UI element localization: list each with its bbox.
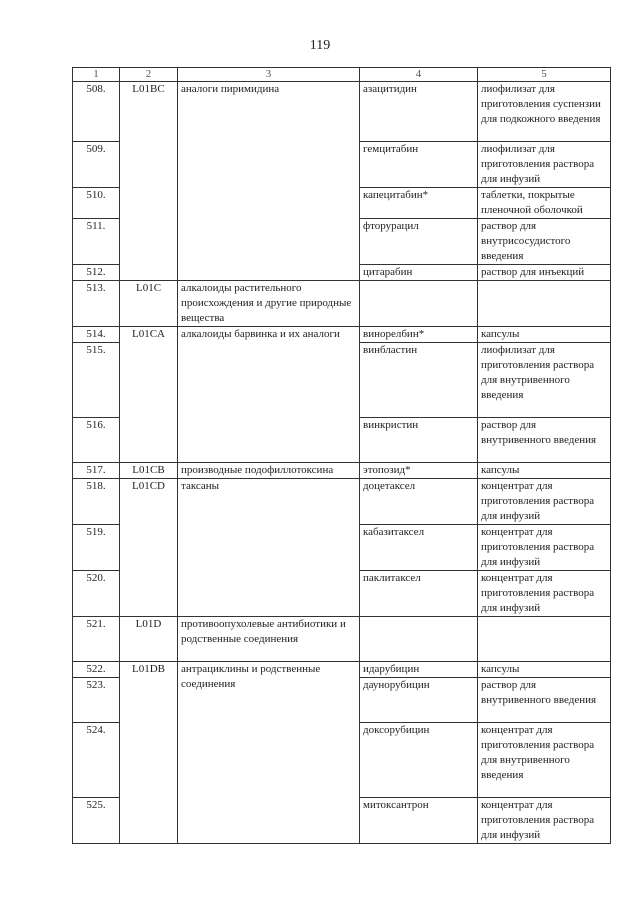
row-number: 518. <box>73 479 120 525</box>
drug-name: винорелбин* <box>360 327 478 343</box>
atc-code: L01CA <box>120 327 178 463</box>
row-number: 515. <box>73 343 120 418</box>
atc-code: L01DB <box>120 662 178 844</box>
drug-name: этопозид* <box>360 463 478 479</box>
table-row <box>73 463 611 479</box>
table-row <box>73 327 611 343</box>
drug-name <box>360 281 478 327</box>
dosage-form: концентрат для приготовления раствора для инфузий <box>478 571 611 617</box>
table-row <box>73 281 611 327</box>
dosage-form: лиофилизат для приготовления раствора для инфузий <box>478 142 611 188</box>
drug-name: винбластин <box>360 343 478 418</box>
header-cell-4: 4 <box>360 68 478 82</box>
atc-code: L01CD <box>120 479 178 617</box>
row-number: 517. <box>73 463 120 479</box>
row-number: 510. <box>73 188 120 219</box>
drug-name: гемцитабин <box>360 142 478 188</box>
dosage-form: капсулы <box>478 662 611 678</box>
header-cell-2: 2 <box>120 68 178 82</box>
dosage-form: раствор для внутривенного введения <box>478 678 611 723</box>
atc-group: таксаны <box>178 479 360 617</box>
atc-group: алкалоиды растительного происхождения и другие природные вещества <box>178 281 360 327</box>
atc-group: антрациклины и родственные соединения <box>178 662 360 844</box>
row-number: 508. <box>73 82 120 142</box>
row-number: 511. <box>73 219 120 265</box>
dosage-form: концентрат для приготовления раствора для инфузий <box>478 525 611 571</box>
header-cell-1: 1 <box>73 68 120 82</box>
row-number: 513. <box>73 281 120 327</box>
atc-group: алкалоиды барвинка и их аналоги <box>178 327 360 463</box>
dosage-form <box>478 617 611 662</box>
page-number: 119 <box>309 38 331 53</box>
row-number: 509. <box>73 142 120 188</box>
atc-code: L01BC <box>120 82 178 281</box>
table-row <box>73 479 611 525</box>
drug-name: доксорубицин <box>360 723 478 798</box>
atc-code: L01C <box>120 281 178 327</box>
table-row <box>73 662 611 678</box>
row-number: 519. <box>73 525 120 571</box>
dosage-form: раствор для внутривенного введения <box>478 418 611 463</box>
drug-name: фторурацил <box>360 219 478 265</box>
row-number: 523. <box>73 678 120 723</box>
row-number: 522. <box>73 662 120 678</box>
table-row <box>73 82 611 142</box>
row-number: 524. <box>73 723 120 798</box>
drug-name: капецитабин* <box>360 188 478 219</box>
dosage-form: раствор для инъекций <box>478 265 611 281</box>
dosage-form: концентрат для приготовления раствора для внутривенного введения <box>478 723 611 798</box>
row-number: 514. <box>73 327 120 343</box>
row-number: 516. <box>73 418 120 463</box>
drug-name: идарубицин <box>360 662 478 678</box>
atc-group: противоопухолевые антибиотики и родственные соединения <box>178 617 360 662</box>
row-number: 520. <box>73 571 120 617</box>
atc-code: L01D <box>120 617 178 662</box>
row-number: 521. <box>73 617 120 662</box>
atc-group: производные подофиллотоксина <box>178 463 360 479</box>
header-row <box>73 68 611 82</box>
header-cell-5: 5 <box>478 68 611 82</box>
drug-name: цитарабин <box>360 265 478 281</box>
table-row <box>73 617 611 662</box>
drug-name: паклитаксел <box>360 571 478 617</box>
drug-name: доцетаксел <box>360 479 478 525</box>
dosage-form <box>478 281 611 327</box>
row-number: 525. <box>73 798 120 844</box>
dosage-form: концентрат для приготовления раствора для инфузий <box>478 479 611 525</box>
dosage-form: лиофилизат для приготовления суспензии для подкожного введения <box>478 82 611 142</box>
drug-name: даунорубицин <box>360 678 478 723</box>
drug-name: митоксантрон <box>360 798 478 844</box>
dosage-form: таблетки, покрытые пленочной оболочкой <box>478 188 611 219</box>
dosage-form: раствор для внутрисосудистого введения <box>478 219 611 265</box>
medication-table <box>72 67 611 844</box>
drug-name <box>360 617 478 662</box>
dosage-form: капсулы <box>478 327 611 343</box>
drug-name: азацитидин <box>360 82 478 142</box>
header-cell-3: 3 <box>178 68 360 82</box>
dosage-form: концентрат для приготовления раствора для инфузий <box>478 798 611 844</box>
row-number: 512. <box>73 265 120 281</box>
atc-group: аналоги пиримидина <box>178 82 360 281</box>
atc-code: L01CB <box>120 463 178 479</box>
drug-name: винкристин <box>360 418 478 463</box>
drug-name: кабазитаксел <box>360 525 478 571</box>
dosage-form: лиофилизат для приготовления раствора для внутривенного введения <box>478 343 611 418</box>
dosage-form: капсулы <box>478 463 611 479</box>
